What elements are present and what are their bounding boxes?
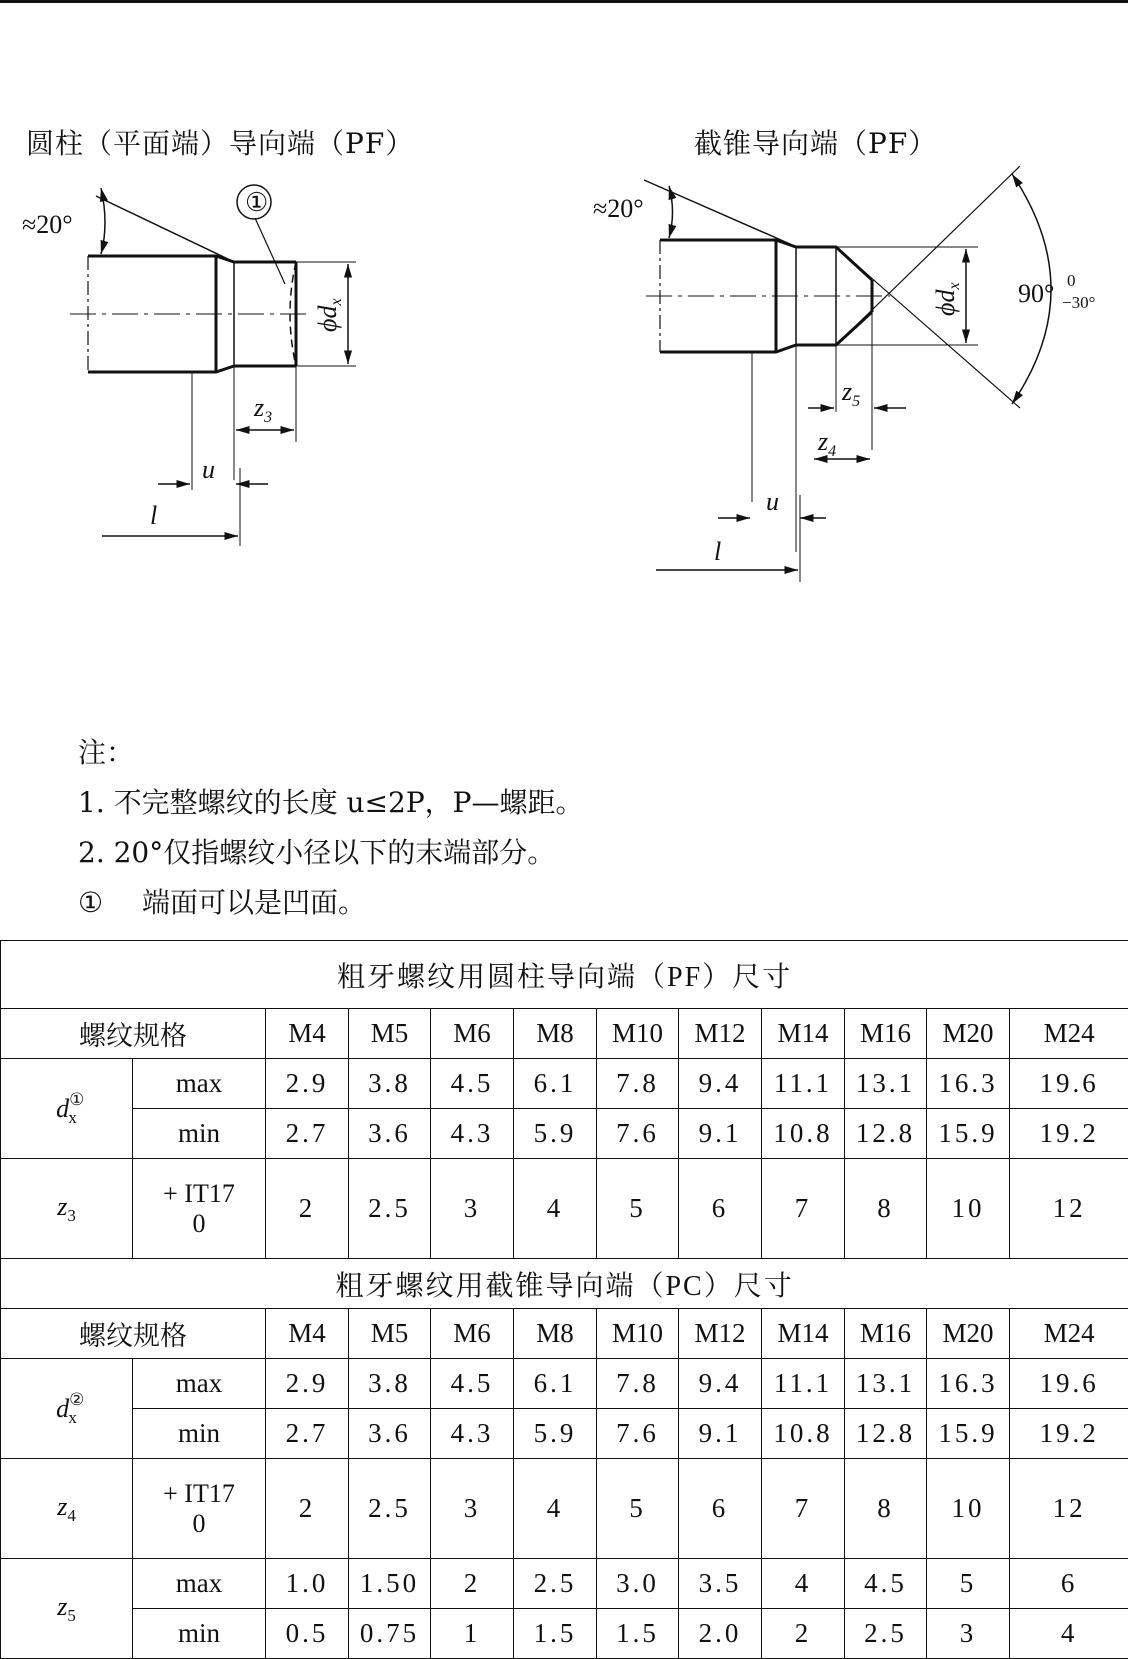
value-cell: 2.5 [349, 1159, 431, 1259]
size-cell: M8 [514, 1009, 597, 1059]
value-cell: 4 [514, 1459, 597, 1559]
value-cell: 12.8 [845, 1409, 927, 1459]
size-cell: M4 [266, 1309, 349, 1359]
value-cell: 3.5 [679, 1559, 762, 1609]
pf-z3-row [1, 1159, 1128, 1259]
size-cell: M12 [679, 1009, 762, 1059]
value-cell: 2 [266, 1159, 349, 1259]
z3-symbol: $z_3$ [1, 1159, 133, 1259]
pc-section-title: 粗牙螺纹用截锥导向端（PC）尺寸 [1, 1259, 1128, 1309]
note-1: 1. 不完整螺纹的长度 u≤2P，P—螺距。 [78, 778, 584, 828]
value-cell: 9.4 [679, 1359, 762, 1409]
value-cell: 5 [597, 1459, 679, 1559]
value-cell: 2.9 [266, 1359, 349, 1409]
value-cell: 15.9 [927, 1109, 1010, 1159]
left-u-label: u [202, 455, 215, 484]
value-cell: 2.0 [679, 1609, 762, 1659]
value-cell: 19.6 [1010, 1359, 1128, 1409]
size-cell: M24 [1010, 1309, 1128, 1359]
size-cell: M12 [679, 1309, 762, 1359]
note-2: 2. 20°仅指螺纹小径以下的末端部分。 [78, 828, 584, 878]
pc-z5-min-row [1, 1609, 1128, 1659]
value-cell: 6.1 [514, 1359, 597, 1409]
technical-drawings [0, 150, 1128, 590]
value-cell: 16.3 [927, 1059, 1010, 1109]
value-cell: 1.50 [349, 1559, 431, 1609]
top-rule [0, 0, 1128, 3]
left-figure-title: 圆柱（平面端）导向端（PF） [26, 122, 414, 162]
notes [78, 728, 584, 928]
value-cell: 3 [431, 1159, 514, 1259]
right-l-label: l [714, 537, 721, 566]
size-cell: M8 [514, 1309, 597, 1359]
value-cell: 6 [679, 1459, 762, 1559]
value-cell: 3.6 [349, 1109, 431, 1159]
value-cell: 2.5 [349, 1459, 431, 1559]
pc-spec-label: 螺纹规格 [1, 1309, 266, 1359]
value-cell: 9.1 [679, 1109, 762, 1159]
value-cell: 11.1 [762, 1359, 845, 1409]
size-cell: M20 [927, 1009, 1010, 1059]
size-cell: M6 [431, 1309, 514, 1359]
value-cell: 6.1 [514, 1059, 597, 1109]
value-cell: 4.5 [431, 1359, 514, 1409]
z3-tolerance: + IT17 0 [133, 1159, 266, 1259]
value-cell: 5 [927, 1559, 1010, 1609]
value-cell: 19.6 [1010, 1059, 1128, 1109]
right-drawing [644, 166, 1051, 582]
value-cell: 12 [1010, 1459, 1128, 1559]
outline-top [88, 256, 296, 262]
size-cell: M20 [927, 1309, 1010, 1359]
value-cell: 5.9 [514, 1109, 597, 1159]
min-label: min [133, 1109, 266, 1159]
pc-dx-max-row [1, 1359, 1128, 1409]
value-cell: 7.8 [597, 1059, 679, 1109]
value-cell: 4.3 [431, 1109, 514, 1159]
value-cell: 3.0 [597, 1559, 679, 1609]
value-cell: 2.7 [266, 1109, 349, 1159]
value-cell: 3 [927, 1609, 1010, 1659]
value-cell: 16.3 [927, 1359, 1010, 1409]
value-cell: 10 [927, 1159, 1010, 1259]
pc-z5-max-row [1, 1559, 1128, 1609]
value-cell: 19.2 [1010, 1409, 1128, 1459]
left-l-label: l [150, 501, 157, 530]
pc-size-row [1, 1309, 1128, 1359]
pc-dx-min-row [1, 1409, 1128, 1459]
left-z3-label: $z_3$ [253, 393, 272, 426]
value-cell: 13.1 [845, 1359, 927, 1409]
angle-line [96, 196, 230, 260]
pf-section [1, 941, 1128, 1259]
value-cell: 9.1 [679, 1409, 762, 1459]
cone-extension-2 [836, 166, 1020, 345]
size-cell: M10 [597, 1309, 679, 1359]
right-figure-title: 截锥导向端（PF） [694, 122, 937, 162]
pf-size-row [1, 1009, 1128, 1059]
value-cell: 15.9 [927, 1409, 1010, 1459]
pf-dx-max-row [1, 1059, 1128, 1109]
max-label: max [133, 1359, 266, 1409]
cone-angle-label: 90° [1018, 279, 1054, 308]
left-drawing [70, 185, 356, 546]
value-cell: 3.6 [349, 1409, 431, 1459]
value-cell: 1.5 [597, 1609, 679, 1659]
z4-symbol: $z_4$ [1, 1459, 133, 1559]
value-cell: 4.3 [431, 1409, 514, 1459]
pc-dx-symbol: $d^②_x$ [1, 1359, 133, 1459]
pc-section [1, 1259, 1128, 1659]
value-cell: 10 [927, 1459, 1010, 1559]
value-cell: 4 [514, 1159, 597, 1259]
value-cell: 6 [1010, 1559, 1128, 1609]
size-cell: M5 [349, 1309, 431, 1359]
pf-dx-min-row [1, 1109, 1128, 1159]
value-cell: 12 [1010, 1159, 1128, 1259]
size-cell: M6 [431, 1009, 514, 1059]
value-cell: 8 [845, 1159, 927, 1259]
value-cell: 4.5 [431, 1059, 514, 1109]
value-cell: 2 [266, 1459, 349, 1559]
value-cell: 4 [1010, 1609, 1128, 1659]
value-cell: 4.5 [845, 1559, 927, 1609]
right-dx-label: ϕdx [931, 282, 963, 316]
size-cell: M16 [845, 1309, 927, 1359]
left-angle-label: ≈20° [22, 210, 73, 239]
size-cell: M14 [762, 1309, 845, 1359]
value-cell: 8 [845, 1459, 927, 1559]
value-cell: 7.6 [597, 1109, 679, 1159]
value-cell: 19.2 [1010, 1109, 1128, 1159]
value-cell: 10.8 [762, 1109, 845, 1159]
value-cell: 1 [431, 1609, 514, 1659]
z5-symbol: $z_5$ [1, 1559, 133, 1659]
value-cell: 2.7 [266, 1409, 349, 1459]
note-3 [78, 878, 584, 928]
callout-number: ① [245, 188, 268, 217]
value-cell: 7 [762, 1459, 845, 1559]
size-cell: M14 [762, 1009, 845, 1059]
min-label: min [133, 1409, 266, 1459]
value-cell: 10.8 [762, 1409, 845, 1459]
value-cell: 3 [431, 1459, 514, 1559]
callout-leader [255, 218, 285, 284]
cone-outline-top [660, 240, 872, 280]
value-cell: 4 [762, 1559, 845, 1609]
right-z5-label: $z_5$ [841, 377, 860, 410]
value-cell: 9.4 [679, 1059, 762, 1109]
note-3-mark: ① [78, 878, 142, 928]
value-cell: 2 [762, 1609, 845, 1659]
right-u-label: u [766, 487, 779, 516]
value-cell: 5 [597, 1159, 679, 1259]
value-cell: 7 [762, 1159, 845, 1259]
value-cell: 13.1 [845, 1059, 927, 1109]
max-label: max [133, 1559, 266, 1609]
value-cell: 5.9 [514, 1409, 597, 1459]
right-angle-label: ≈20° [593, 194, 644, 223]
value-cell: 1.0 [266, 1559, 349, 1609]
value-cell: 2.5 [845, 1609, 927, 1659]
dimension-table [0, 940, 1128, 1659]
right-angle-line [644, 180, 790, 244]
value-cell: 3.8 [349, 1059, 431, 1109]
notes-heading: 注： [78, 728, 584, 778]
pf-section-title: 粗牙螺纹用圆柱导向端（PF）尺寸 [1, 941, 1128, 1009]
value-cell: 12.8 [845, 1109, 927, 1159]
cone-outline-bottom [660, 312, 872, 352]
note-3-text: 端面可以是凹面。 [142, 886, 366, 919]
right-z4-label: $z_4$ [817, 427, 836, 460]
value-cell: 3.8 [349, 1359, 431, 1409]
value-cell: 1.5 [514, 1609, 597, 1659]
cone-angle-upper: 0 [1067, 271, 1076, 290]
value-cell: 6 [679, 1159, 762, 1259]
pf-dx-symbol: $d^①_x$ [1, 1059, 133, 1159]
size-cell: M10 [597, 1009, 679, 1059]
value-cell: 2.5 [514, 1559, 597, 1609]
value-cell: 7.8 [597, 1359, 679, 1409]
outline-bottom [88, 366, 296, 372]
size-cell: M4 [266, 1009, 349, 1059]
size-cell: M16 [845, 1009, 927, 1059]
size-cell: M24 [1010, 1009, 1128, 1059]
value-cell: 2.9 [266, 1059, 349, 1109]
value-cell: 0.5 [266, 1609, 349, 1659]
left-dx-label: ϕdx [313, 298, 345, 332]
max-label: max [133, 1059, 266, 1109]
pf-spec-label: 螺纹规格 [1, 1009, 266, 1059]
size-cell: M5 [349, 1009, 431, 1059]
value-cell: 7.6 [597, 1409, 679, 1459]
value-cell: 0.75 [349, 1609, 431, 1659]
cone-angle-lower: −30° [1062, 293, 1095, 312]
cone-extension-1 [836, 247, 1020, 408]
z4-tolerance: + IT17 0 [133, 1459, 266, 1559]
pc-z4-row [1, 1459, 1128, 1559]
right-angle-arc [669, 186, 673, 238]
min-label: min [133, 1609, 266, 1659]
value-cell: 2 [431, 1559, 514, 1609]
value-cell: 11.1 [762, 1059, 845, 1109]
